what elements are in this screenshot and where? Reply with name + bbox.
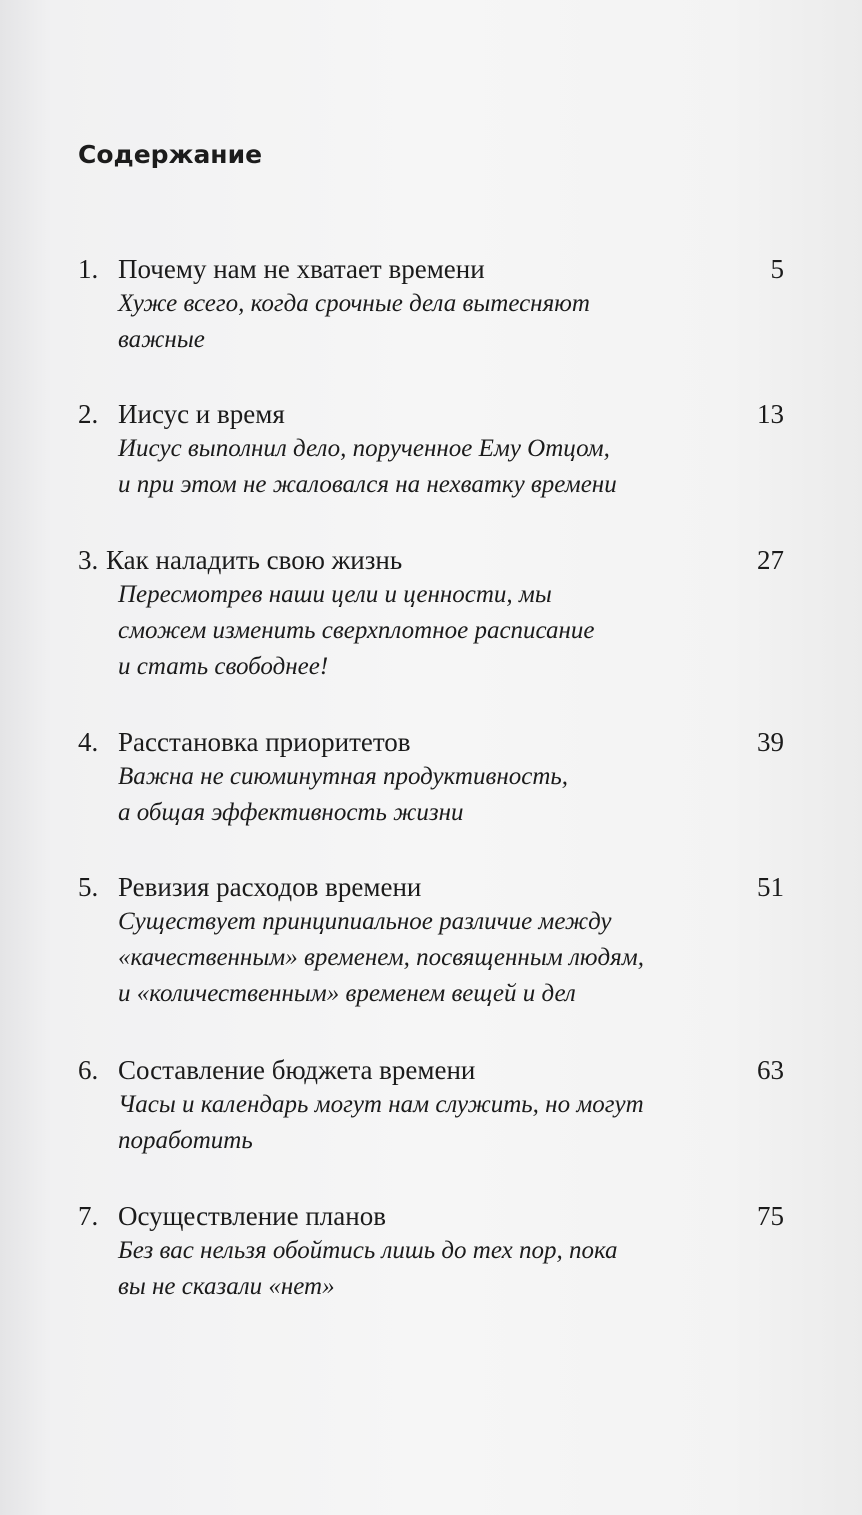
toc-entry-6 bbox=[78, 1053, 784, 1159]
page-number: 63 bbox=[757, 1055, 784, 1085]
subtitle-line: а общая эффективность жизни bbox=[118, 799, 464, 826]
chapter-number: 2. bbox=[78, 399, 99, 429]
toc-entry-header bbox=[78, 870, 784, 904]
subtitle-line: и стать свободнее! bbox=[118, 653, 329, 680]
subtitle-line: Пересмотрев наши цели и ценности, мы bbox=[118, 581, 552, 608]
toc-entry-2 bbox=[78, 397, 784, 503]
toc-entry-header bbox=[78, 252, 784, 286]
subtitle-line: поработить bbox=[118, 1127, 253, 1154]
chapter-title: Почему нам не хватает времени bbox=[118, 254, 485, 284]
chapter-subtitle bbox=[118, 759, 758, 831]
page-number: 75 bbox=[757, 1201, 784, 1231]
chapter-subtitle bbox=[118, 1087, 758, 1159]
subtitle-line: вы не сказали «нет» bbox=[118, 1273, 335, 1300]
subtitle-line: Иисус выполнил дело, порученное Ему Отцом, bbox=[118, 435, 610, 462]
chapter-subtitle bbox=[118, 577, 758, 685]
chapter-title: Осуществление планов bbox=[118, 1201, 386, 1231]
toc-entry-7 bbox=[78, 1199, 784, 1305]
subtitle-line: Важна не сиюминутная продуктивность, bbox=[118, 763, 569, 790]
chapter-subtitle bbox=[118, 431, 758, 503]
subtitle-line: Хуже всего, когда срочные дела вытесняют bbox=[118, 290, 590, 317]
subtitle-line: сможем изменить сверхплотное расписание bbox=[118, 617, 595, 644]
toc-entry-1 bbox=[78, 252, 784, 358]
chapter-subtitle bbox=[118, 1233, 758, 1305]
chapter-subtitle bbox=[118, 904, 758, 1012]
subtitle-line: важные bbox=[118, 326, 205, 353]
chapter-number: 3. bbox=[78, 545, 99, 575]
page-number: 13 bbox=[757, 399, 784, 429]
chapter-subtitle bbox=[118, 286, 758, 358]
chapter-title: Составление бюджета времени bbox=[118, 1055, 476, 1085]
chapter-title: Расстановка приоритетов bbox=[118, 727, 411, 757]
toc-entry-5 bbox=[78, 870, 784, 1012]
chapter-title: Ревизия расходов времени bbox=[118, 872, 422, 902]
subtitle-line: Существует принципиальное различие между bbox=[118, 908, 612, 935]
chapter-number: 6. bbox=[78, 1055, 99, 1085]
chapter-number: 7. bbox=[78, 1201, 99, 1231]
chapter-title: Как наладить свою жизнь bbox=[106, 545, 403, 575]
toc-entry-header bbox=[78, 1053, 784, 1087]
page-number: 27 bbox=[757, 545, 784, 575]
page-number: 39 bbox=[757, 727, 784, 757]
chapter-number: 4. bbox=[78, 727, 99, 757]
toc-heading: Содержание bbox=[78, 140, 263, 169]
chapter-number: 5. bbox=[78, 872, 99, 902]
toc-entry-header bbox=[78, 725, 784, 759]
toc-entry-4 bbox=[78, 725, 784, 831]
subtitle-line: «качественным» временем, посвященным людям, bbox=[118, 944, 644, 971]
page-number: 51 bbox=[757, 872, 784, 902]
page-number: 5 bbox=[770, 254, 784, 284]
chapter-title: Иисус и время bbox=[118, 399, 285, 429]
subtitle-line: Часы и календарь могут нам служить, но могут bbox=[118, 1091, 644, 1118]
subtitle-line: Без вас нельзя обойтись лишь до тех пор, пока bbox=[118, 1237, 618, 1264]
subtitle-line: и «количественным» временем вещей и дел bbox=[118, 980, 576, 1007]
toc-entry-3 bbox=[78, 543, 784, 685]
chapter-number: 1. bbox=[78, 254, 99, 284]
subtitle-line: и при этом не жаловался на нехватку времени bbox=[118, 471, 617, 498]
toc-entry-header bbox=[78, 1199, 784, 1233]
toc-entry-header bbox=[78, 543, 784, 577]
toc-entry-header bbox=[78, 397, 784, 431]
